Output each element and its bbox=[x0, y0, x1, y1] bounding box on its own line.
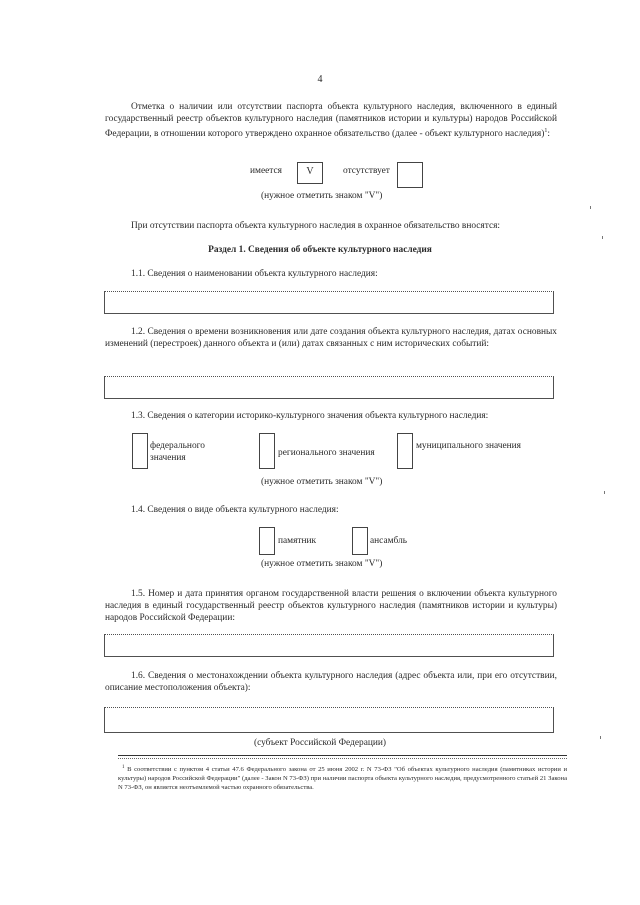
section-title: Раздел 1. Сведения об объекте культурного наследия bbox=[208, 245, 432, 255]
scan-speck bbox=[604, 491, 605, 494]
ensemble-checkbox[interactable] bbox=[352, 527, 368, 555]
item-1-4-hint: (нужное отметить знаком "V") bbox=[261, 559, 383, 569]
passport-absent-checkbox[interactable] bbox=[397, 162, 423, 188]
regional-checkbox[interactable] bbox=[259, 433, 275, 469]
passport-absent-label: отсутствует bbox=[343, 166, 390, 176]
intro-text: Отметка о наличии или отсутствии паспорта объекта культурного наследия, включенного в единый государственный реестр объектов культурного наследия (памятников истории и культуры) народов Российской Федерации, в отношении которого утверждено охранное обязательство (далее - объект культурного наследия) bbox=[105, 102, 557, 140]
passport-hint: (нужное отметить знаком "V") bbox=[261, 191, 383, 201]
item-1-1-label: 1.1. Сведения о наименовании объекта культурного наследия: bbox=[131, 269, 378, 279]
scan-speck bbox=[602, 236, 603, 239]
monument-label: памятник bbox=[278, 536, 317, 546]
absence-note: При отсутствии паспорта объекта культурного наследия в охранное обязательство вносятся: bbox=[131, 221, 501, 231]
item-1-2-label: 1.2. Сведения о времени возникновения или дате создания объекта культурного наследия, датах основных изменений (перестроек) данного объекта и (или) датах связанных с ним исторических событий: bbox=[105, 327, 557, 350]
intro-paragraph bbox=[105, 101, 557, 141]
item-1-3-hint: (нужное отметить знаком "V") bbox=[261, 477, 383, 487]
item-1-3-label: 1.3. Сведения о категории историко-культурного значения объекта культурного наследия: bbox=[131, 411, 489, 421]
monument-checkbox[interactable] bbox=[259, 527, 275, 555]
item-1-4-label: 1.4. Сведения о виде объекта культурного наследия: bbox=[131, 505, 339, 515]
footnote-text: В соответствии с пунктом 4 статьи 47.6 Федерального закона от 25 июня 2002 г. N 73-ФЗ "Об объектах культурного наследия (памятниках истории и культуры) народов Российской Федерации" (далее - Закон N 73-ФЗ) при наличии паспорта объекта культурного наследия, предусмотренного статьей 21 Закона N 73-ФЗ, он является неотъемлемой частью охранного обязательства. bbox=[118, 766, 567, 792]
item-1-2-field[interactable] bbox=[104, 376, 554, 399]
federal-label: федерального значения bbox=[150, 441, 205, 464]
intro-colon: : bbox=[547, 129, 550, 140]
item-1-1-field[interactable] bbox=[104, 291, 554, 314]
item-1-5-field[interactable] bbox=[104, 634, 554, 657]
page-number: 4 bbox=[317, 74, 323, 85]
footnote-separator-dotted bbox=[118, 758, 567, 759]
item-1-5-label: 1.5. Номер и дата принятия органом государственной власти решения о включении объекта культурного наследия в единый государственный реестр объектов культурного наследия (памятников истории и культуры) народов Российской Федерации: bbox=[105, 589, 557, 624]
passport-has-label: имеется bbox=[250, 166, 282, 176]
municipal-checkbox[interactable] bbox=[397, 433, 413, 469]
ensemble-label: ансамбль bbox=[370, 536, 408, 546]
footnote-separator bbox=[118, 755, 567, 756]
intro-footnote-mark: 1 bbox=[544, 128, 548, 135]
footnote-mark: 1 bbox=[122, 765, 125, 770]
municipal-label: муниципального значения bbox=[416, 441, 521, 451]
scan-speck bbox=[600, 736, 601, 739]
item-1-6-label: 1.6. Сведения о местонахождении объекта культурного наследия (адрес объекта или, при его отсутствии, описание местоположения объекта): bbox=[105, 671, 557, 694]
passport-has-checkbox[interactable]: V bbox=[297, 162, 323, 184]
federal-checkbox[interactable] bbox=[132, 433, 148, 469]
item-1-6-field[interactable] bbox=[104, 707, 554, 733]
scan-speck bbox=[590, 206, 591, 209]
regional-label: регионального значения bbox=[278, 448, 375, 458]
subject-caption: (субъект Российской Федерации) bbox=[253, 738, 387, 748]
footnote bbox=[118, 763, 567, 792]
